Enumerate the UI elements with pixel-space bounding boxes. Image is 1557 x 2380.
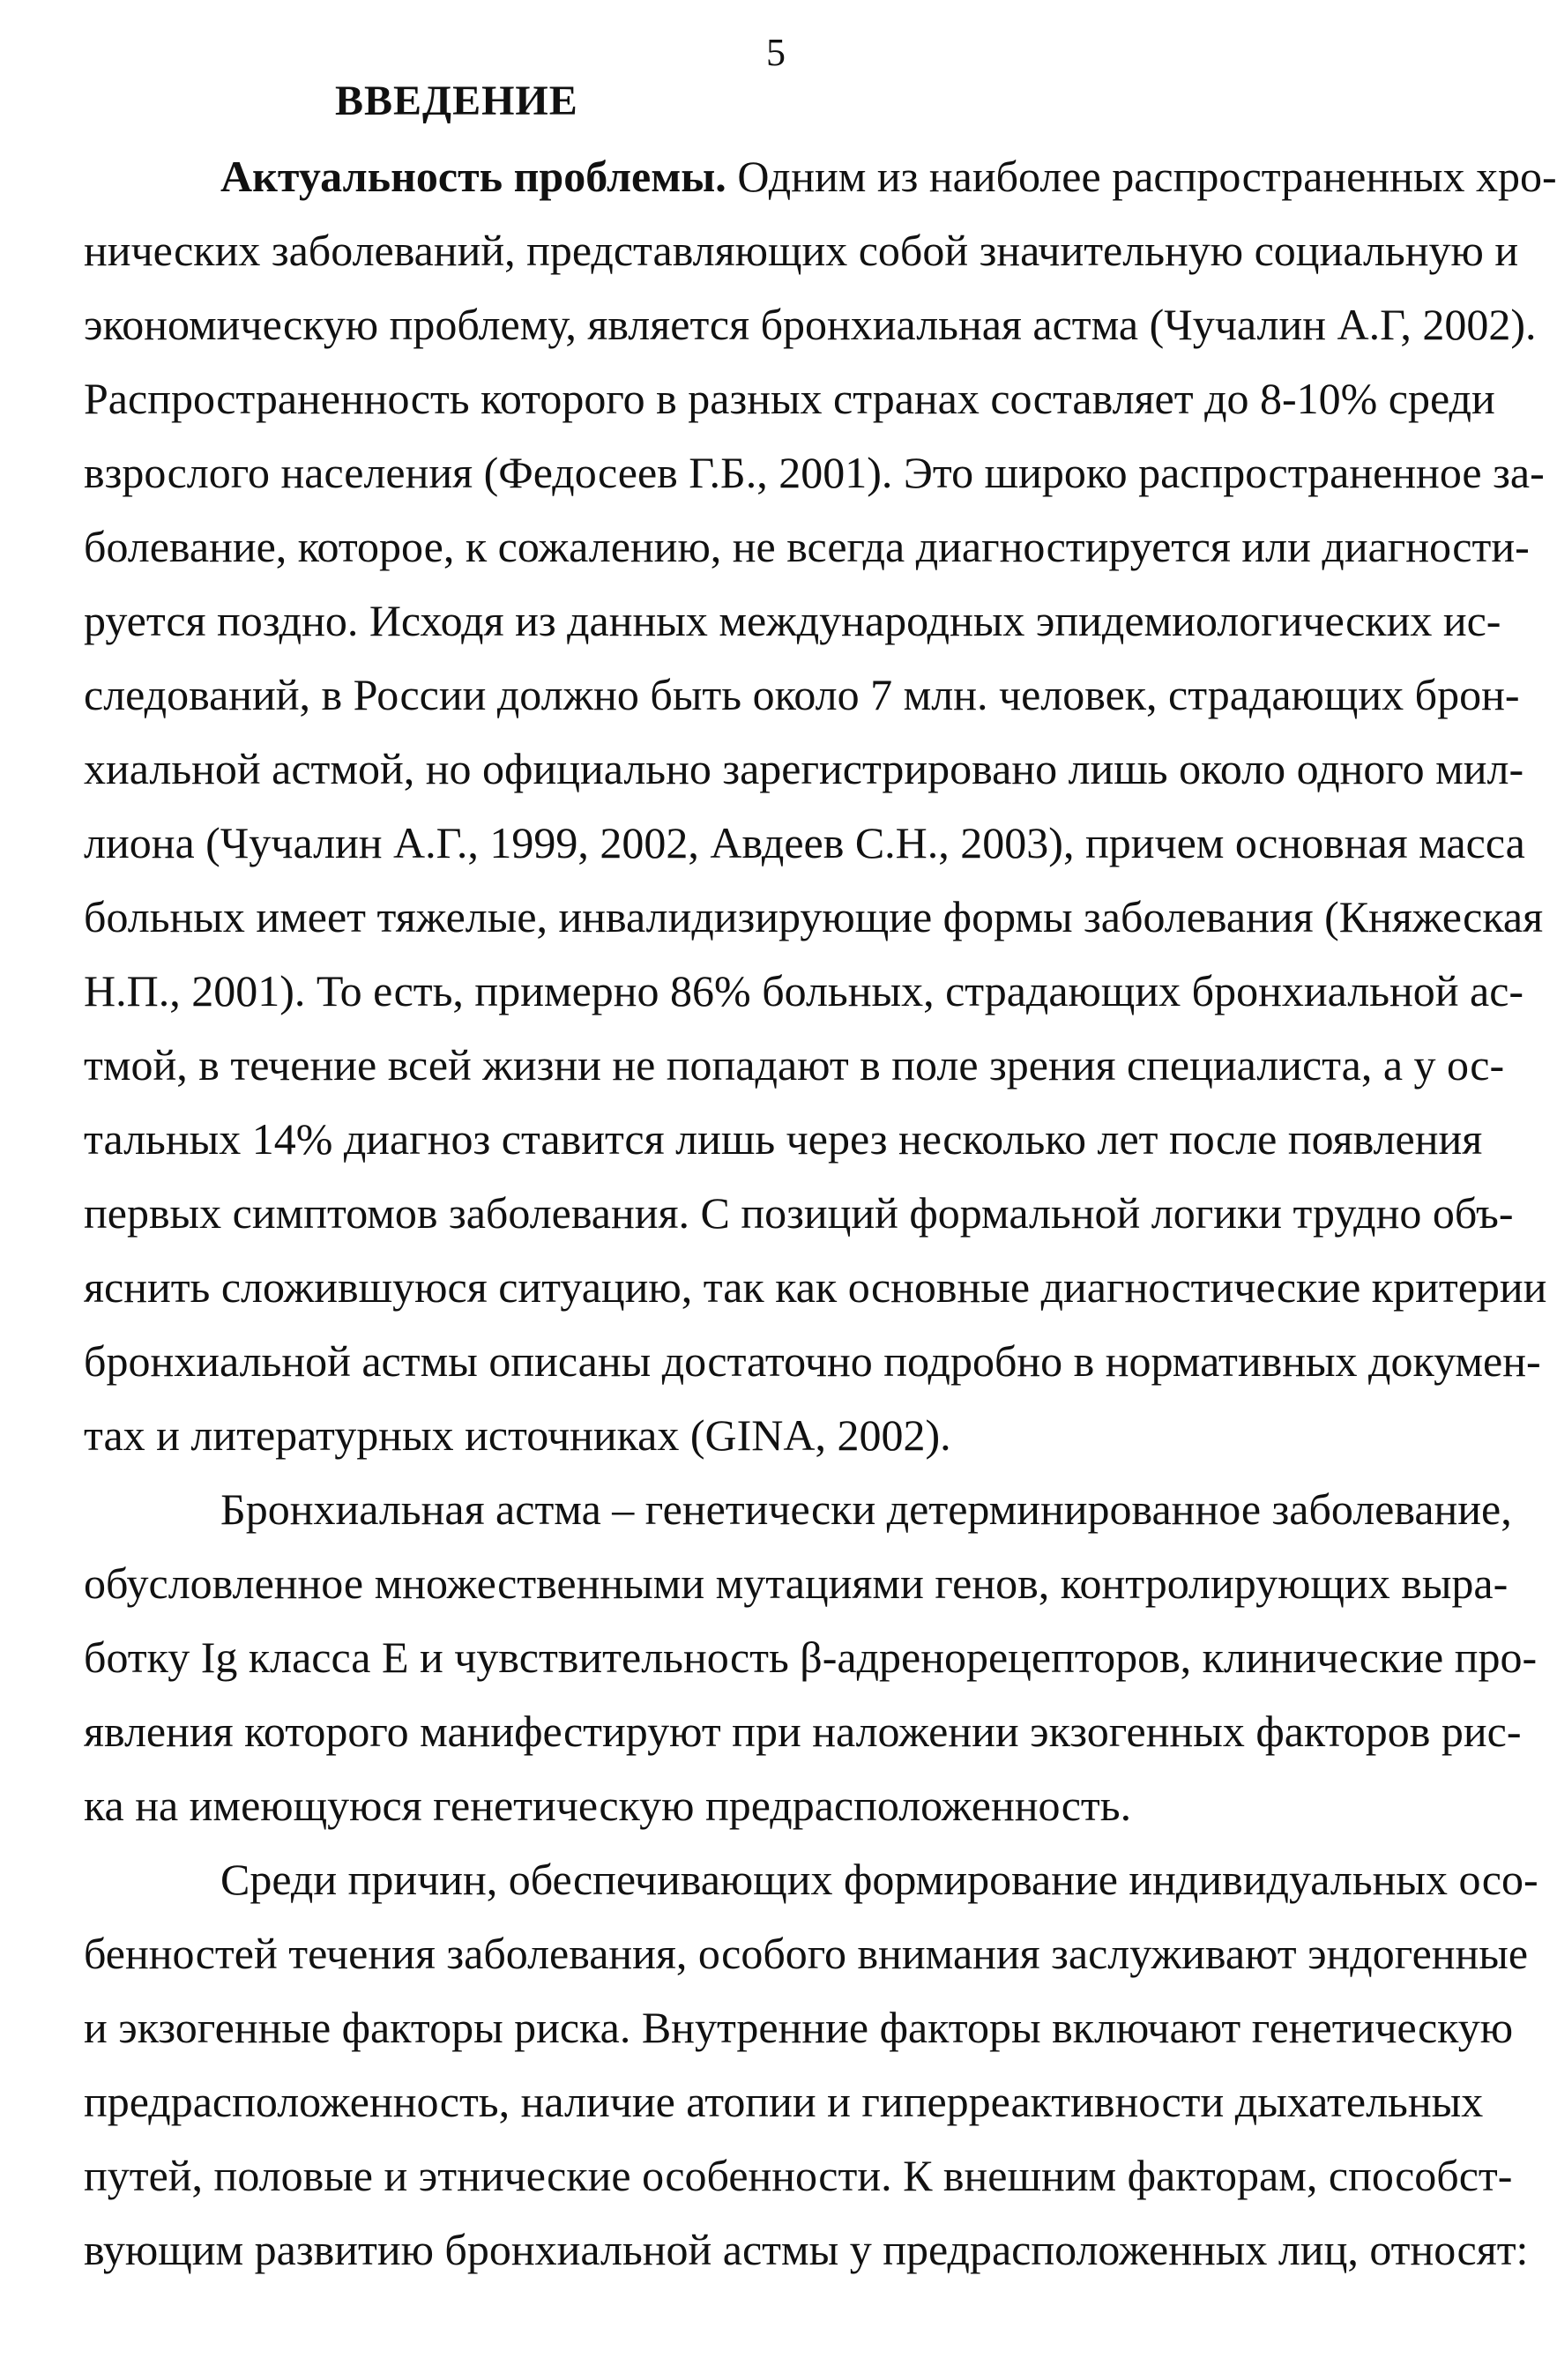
- paragraph-2-line: Бронхиальная астма – генетически детерминированное заболевание,: [220, 1484, 1512, 1534]
- paragraph-1-line: тмой, в течение всей жизни не попадают в поле зрения специалиста, а у ос-: [84, 1040, 1505, 1090]
- paragraph-1-line: тах и литературных источниках (GINA, 2002).: [84, 1410, 951, 1460]
- paragraph-2-line: ка на имеющуюся генетическую предрасположенность.: [84, 1781, 1132, 1830]
- paragraph-1-line: болевание, которое, к сожалению, не всегда диагностируется или диагности-: [84, 522, 1530, 571]
- paragraph-2-line: явления которого манифестируют при наложении экзогенных факторов рис-: [84, 1707, 1522, 1756]
- paragraph-1-line: следований, в России должно быть около 7 млн. человек, страдающих брон-: [84, 670, 1520, 719]
- paragraph-3-line: предрасположенность, наличие атопии и гиперреактивности дыхательных: [84, 2077, 1484, 2126]
- paragraph-2-line: ботку Ig класса Е и чувствительность β-адренорецепторов, клинические про-: [84, 1633, 1538, 1682]
- paragraph-3-line: бенностей течения заболевания, особого внимания заслуживают эндогенные: [84, 1929, 1529, 1978]
- paragraph-1-line: экономическую проблему, является бронхиальная астма (Чучалин А.Г, 2002).: [84, 300, 1537, 349]
- paragraph-3-line: вующим развитию бронхиальной астмы у предрасположенных лиц, относят:: [84, 2225, 1529, 2274]
- paragraph-1-line: больных имеет тяжелые, инвалидизирующие формы заболевания (Княжеская: [84, 892, 1544, 941]
- paragraph-3-line: путей, половые и этнические особенности. К внешним факторам, способст-: [84, 2151, 1513, 2200]
- page-number: 5: [766, 31, 786, 74]
- line-text: Одним из наиболее распространенных хро-: [726, 152, 1557, 201]
- paragraph-1-line: яснить сложившуюся ситуацию, так как основные диагностические критерии: [84, 1262, 1547, 1312]
- paragraph-1-line: первых симптомов заболевания. С позиций формальной логики трудно объ-: [84, 1188, 1514, 1238]
- lead-term: Актуальность проблемы.: [220, 152, 726, 201]
- paragraph-1-line: Н.П., 2001). То есть, примерно 86% больных, страдающих бронхиальной ас-: [84, 966, 1524, 1015]
- paragraph-1-line: бронхиальной астмы описаны достаточно подробно в нормативных докумен-: [84, 1336, 1541, 1386]
- paragraph-1-line: нических заболеваний, представляющих собой значительную социальную и: [84, 226, 1519, 275]
- paragraph-3-line: Среди причин, обеспечивающих формирование индивидуальных осо-: [220, 1855, 1538, 1904]
- paragraph-3-line: и экзогенные факторы риска. Внутренние факторы включают генетическую: [84, 2003, 1514, 2052]
- paragraph-1-line: взрослого населения (Федосеев Г.Б., 2001). Это широко распространенное за-: [84, 448, 1545, 497]
- section-heading: ВВЕДЕНИЕ: [335, 78, 578, 124]
- paragraph-1-line: тальных 14% диагноз ставится лишь через несколько лет после появления: [84, 1114, 1483, 1164]
- paragraph-1-line-1: [84, 139, 1557, 213]
- paragraph-1-line: хиальной астмой, но официально зарегистрировано лишь около одного мил-: [84, 744, 1524, 793]
- body-text: [84, 139, 1557, 2287]
- paragraph-1-line: Распространенность которого в разных странах составляет до 8-10% среди: [84, 374, 1495, 423]
- paragraph-1-line: лиона (Чучалин А.Г., 1999, 2002, Авдеев С.Н., 2003), причем основная масса: [84, 818, 1525, 867]
- paragraph-1-line: руется поздно. Исходя из данных международных эпидемиологических ис-: [84, 596, 1501, 645]
- paragraph-2-line: обусловленное множественными мутациями генов, контролирующих выра-: [84, 1558, 1509, 1608]
